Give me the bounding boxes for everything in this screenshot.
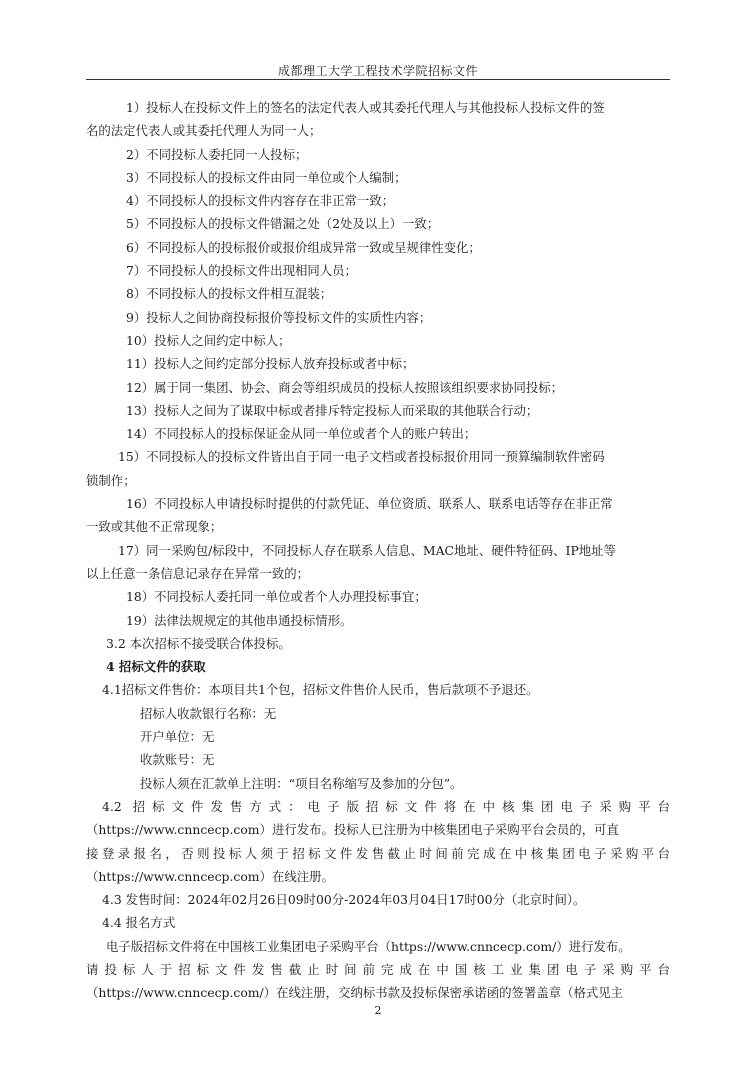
page-header: 成都理工大学工程技术学院招标文件 [277,64,478,78]
list-item: 6）不同投标人的投标报价或报价组成异常一致或呈规律性变化； [126,239,481,255]
list-item: 3）不同投标人的投标文件由同一单位或个人编制； [126,169,407,185]
list-item-continuation: 锁制作； [86,472,136,488]
list-item: 2）不同投标人委托同一人投标； [126,146,308,162]
list-item: 11）投标人之间约定部分投标人放弃投标或者中标； [126,356,415,372]
list-item: 14）不同投标人的投标保证金从同一单位或者个人的账户转出； [126,426,477,442]
list-item: 10）投标人之间约定中标人； [126,332,291,348]
section-4-2-line: （https://www.cnncecp.com）进行发布。投标人已注册为中核集团电子采购平台会员的，可直 [86,822,619,838]
list-item-continuation: 名的法定代表人或其委托代理人为同一人； [86,123,322,139]
section-4-2-line: （https://www.cnncecp.com）在线注册。 [86,868,334,884]
document-body [86,96,670,1005]
section-4-4-body: 电子版招标文件将在中国核工业集团电子采购平台（https://www.cnncecp.com/）进行发布。 [106,938,631,954]
bank-unit: 开户单位：无 [140,729,215,745]
section-4-4-body: （https://www.cnncecp.com/）在线注册，交纳标书款及投标保密承诺函的签署盖章（格式见主 [86,985,624,1001]
section-3-2: 3.2 本次招标不接受联合体投标。 [106,635,291,651]
list-item-continuation: 一致或其他不正常现象； [86,519,223,535]
list-item: 1）投标人在投标文件上的签名的法定代表人或其委托代理人与其他投标人投标文件的签 [126,100,605,115]
list-item: 13）投标人之间为了谋取中标或者排斥特定投标人而采取的其他联合行动； [126,402,539,418]
list-item: 4）不同投标人的投标文件内容存在非正常一致； [126,193,395,209]
list-item: 7）不同投标人的投标文件出现相同人员； [126,263,357,279]
bank-account: 收款账号：无 [140,752,215,768]
list-item: 17）同一采购包/标段中，不同投标人存在联系人信息、MAC地址、硬件特征码、IP地址等 [118,542,616,558]
list-item: 9）投标人之间协商投标报价等投标文件的实质性内容； [126,309,432,325]
list-item: 16）不同投标人申请投标时提供的付款凭证、单位资质、联系人、联系电话等存在非正常 [126,496,613,512]
header-divider [86,79,670,80]
section-4-3: 4.3 发售时间：2024年02月26日09时00分-2024年03月04日17时00分（北京时间）。 [102,892,586,908]
section-4-4-body: 请投标人于招标文件发售截止时间前完成在中国核工业集团电子采购平台 [86,961,670,977]
section-4-2-line: 接登录报名，否则投标人须于招标文件发售截止时间前完成在中核集团电子采购平台 [86,845,670,861]
list-item: 15）不同投标人的投标文件皆出自于同一电子文档或者投标报价用同一预算编制软件密码 [118,449,605,465]
bank-name: 招标人收款银行名称：无 [140,705,277,721]
section-4-4: 4.4 报名方式 [102,915,176,931]
bank-note: 投标人须在汇款单上注明：“项目名称缩写及参加的分包”。 [140,775,463,791]
list-item-continuation: 以上任意一条信息记录存在异常一致的； [86,565,310,581]
list-item: 18）不同投标人委托同一单位或者个人办理投标事宜； [126,589,427,605]
list-item: 8）不同投标人的投标文件相互混装； [126,286,333,302]
page-number: 2 [374,1004,382,1017]
section-4-1: 4.1招标文件售价：本项目共1个包，招标文件售价人民币，售后款项不予退还。 [102,682,539,698]
list-item: 5）不同投标人的投标文件错漏之处（2处及以上）一致； [126,216,440,232]
section-4-2: 4.2 招标文件发售方式：电子版招标文件将在中核集团电子采购平台 [102,798,670,814]
list-item: 19）法律法规规定的其他串通投标情形。 [126,612,353,628]
section-4-title: 4 招标文件的获取 [106,659,206,675]
list-item: 12）属于同一集团、协会、商会等组织成员的投标人按照该组织要求协同投标； [126,379,564,395]
